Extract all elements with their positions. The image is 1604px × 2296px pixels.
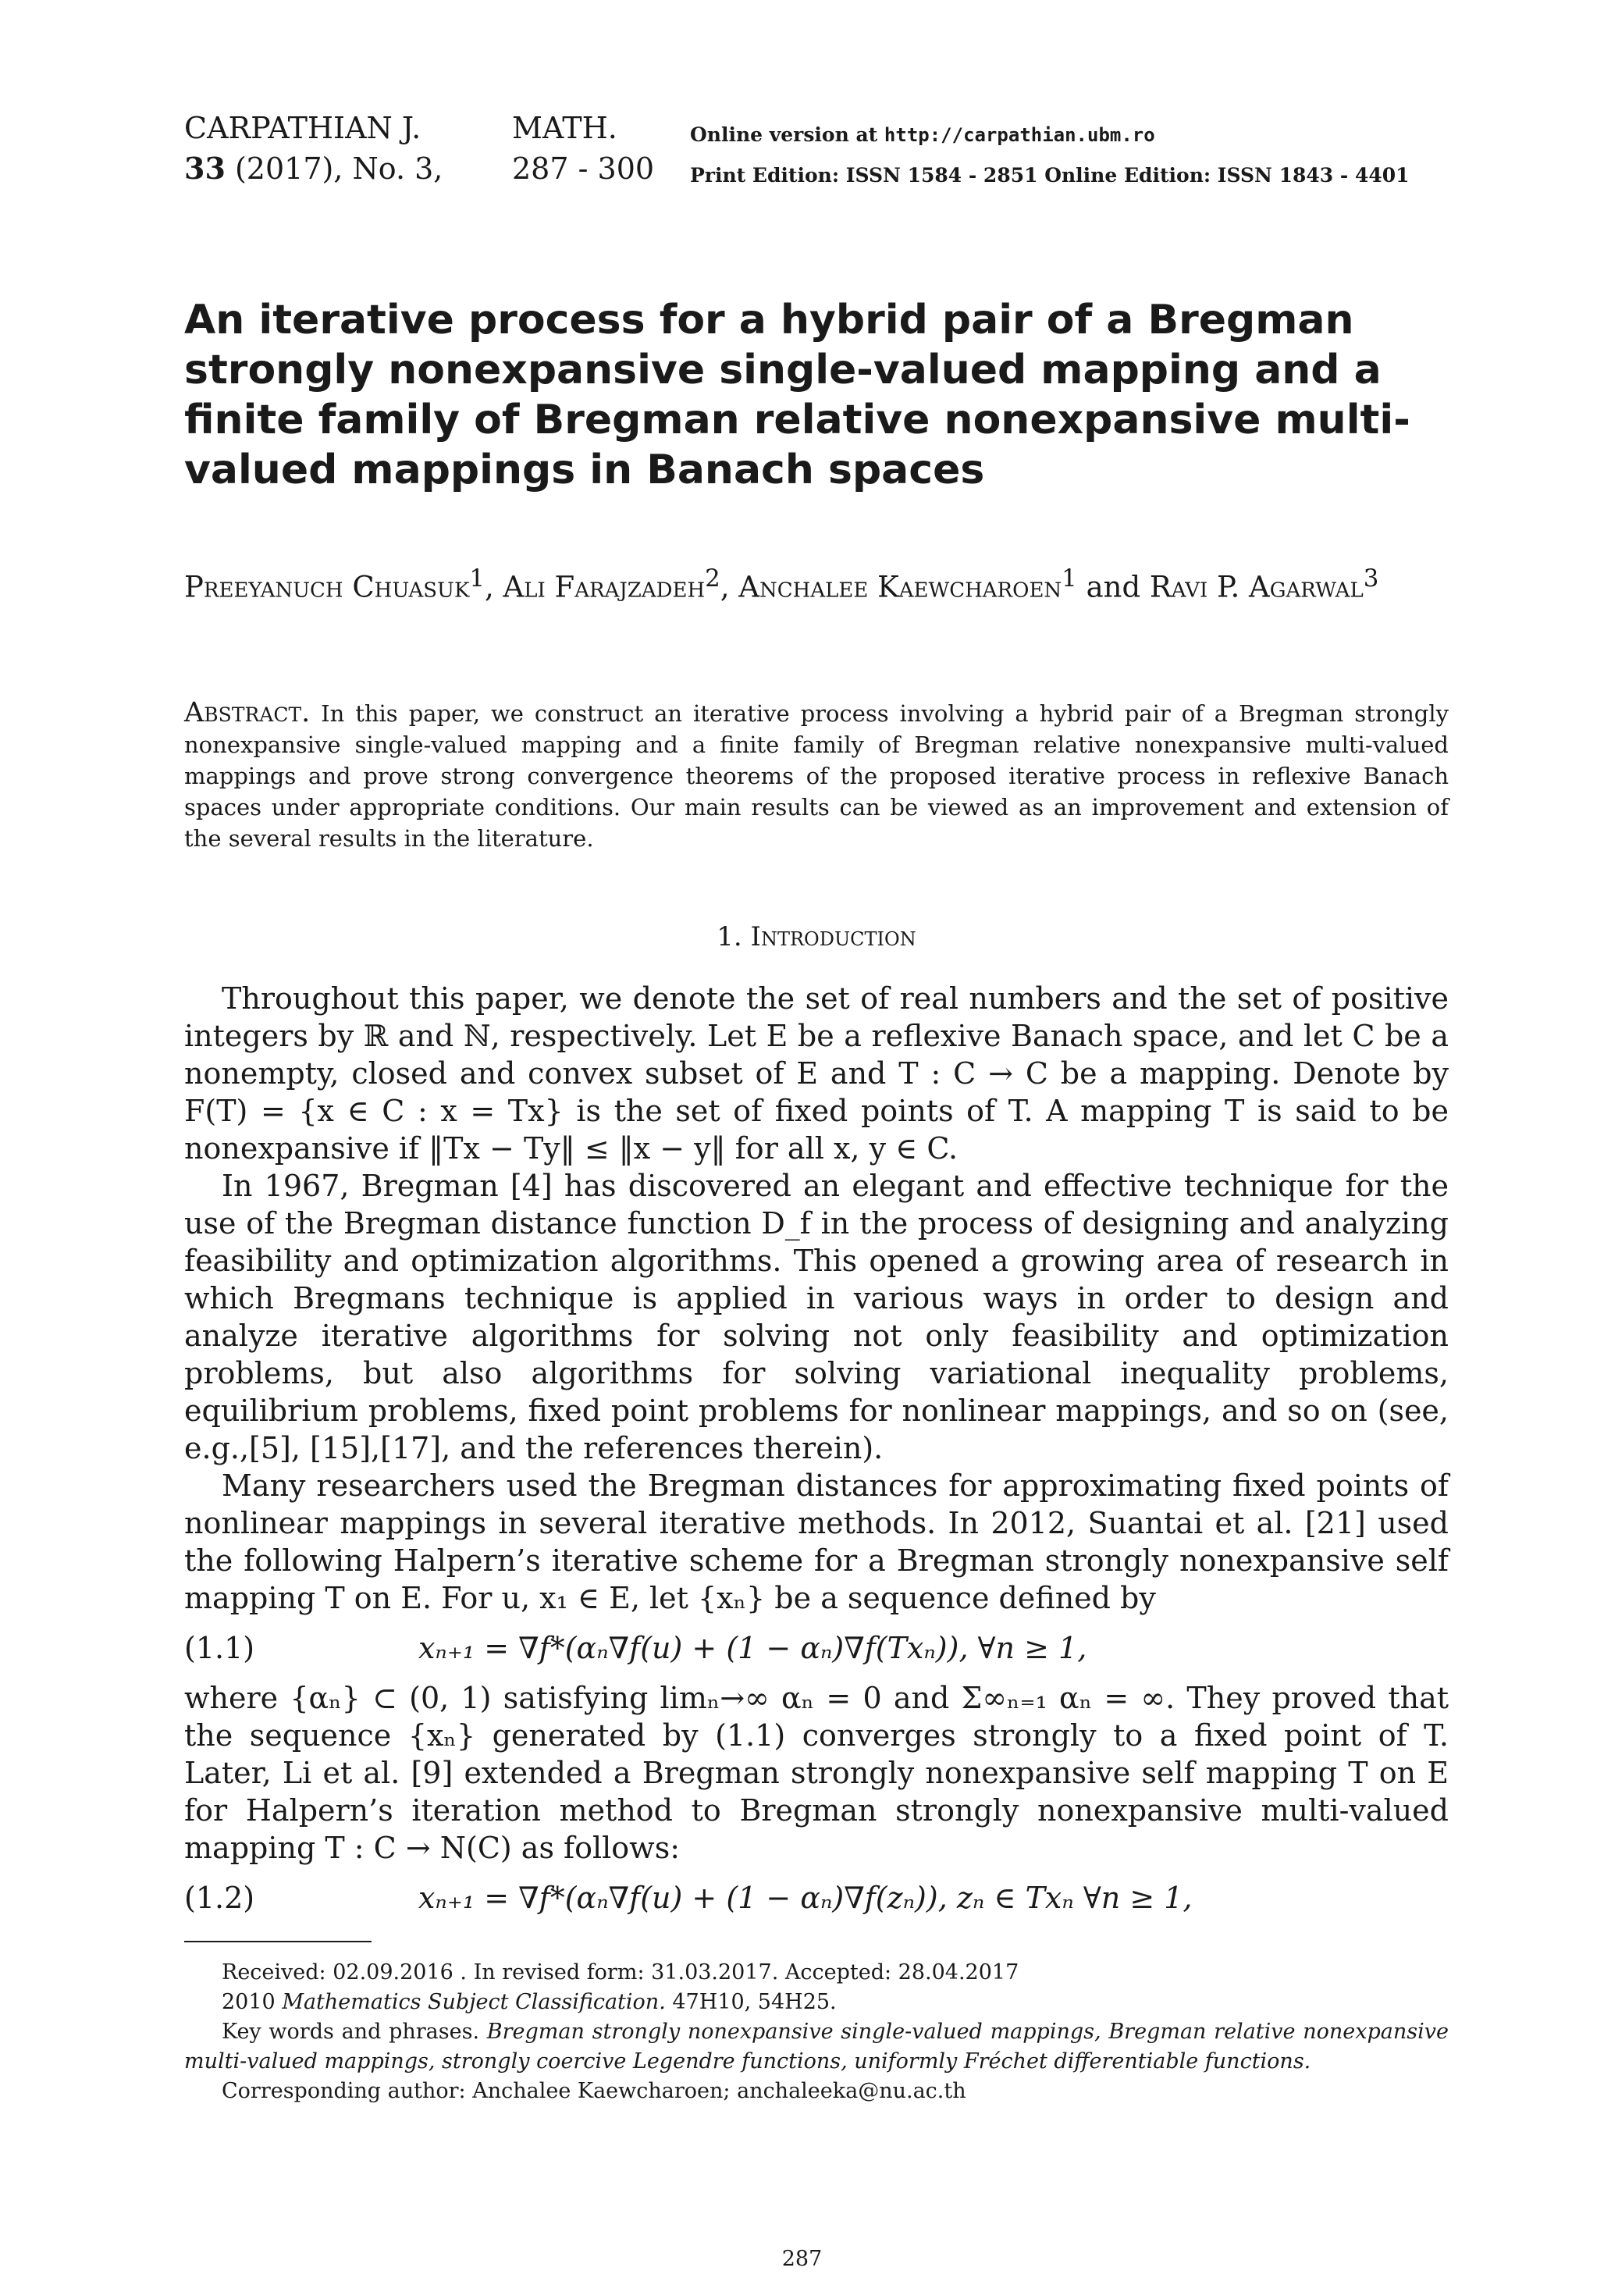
- equation-1-2: [184, 1876, 1449, 1920]
- paragraph-2: In 1967, Bregman [4] has discovered an elegant and effective technique for the use of the Bregman distance function D_f in the process of designing and analyzing feasibility and optimization algorithms. This opened a growing area of research in which Bregmans technique is applied in various ways in order to design and analyze iterative algorithms for solving not only feasibility and optimization problems, but also algorithms for solving variational inequality problems, equilibrium problems, fixed point problems for nonlinear mappings, and so on (see, e.g.,[5], [15],[17], and the references therein).: [184, 1169, 1449, 1465]
- author-2: Ali Farajzadeh: [503, 570, 706, 604]
- equation-1-1: [184, 1626, 1449, 1670]
- abstract-text: In this paper, we construct an iterative process involving a hybrid pair of a Bregman strongly nonexpansive single-valued mapping and a finite family of Bregman relative nonexpansive multi-valued mappings and prove strong convergence theorems of the proposed iterative process in reflexive Banach spaces under appropriate conditions. Our main results can be viewed as an improvement and extension of the several results in the literature.: [184, 700, 1449, 852]
- abstract: [184, 697, 1449, 854]
- journal-pages: 287 - 300: [512, 151, 655, 186]
- section-heading: 1. Introduction: [717, 921, 916, 952]
- received-dates: Received: 02.09.2016 . In revised form: 31.03.2017. Accepted: 28.04.2017: [222, 1960, 1019, 1985]
- footnotes: [184, 1958, 1449, 2106]
- online-url[interactable]: http://carpathian.ubm.ro: [884, 124, 1155, 146]
- print-edition: Print Edition: ISSN 1584 - 2851 Online Edition: ISSN 1843 - 4401: [690, 164, 1410, 187]
- paragraph-4: where {αₙ} ⊂ (0, 1) satisfying limₙ→∞ αₙ = 0 and Σ∞ₙ₌₁ αₙ = ∞. They proved that the sequence {xₙ} generated by (1.1) converges strongly to a fixed point of T. Later, Li et al. [9] extended a Bregman strongly nonexpansive self mapping T on E for Halpern’s iteration method to Bregman strongly nonexpansive multi-valued mapping T : C → N(C) as follows:: [184, 1681, 1449, 1865]
- journal-math: MATH.: [512, 111, 617, 145]
- journal-header: [184, 108, 707, 189]
- equation-number: (1.2): [184, 1881, 255, 1915]
- equation-expression: xₙ₊₁ = ∇f*(αₙ∇f(u) + (1 − αₙ)∇f(Txₙ)), ∀n ≥ 1,: [418, 1631, 1087, 1665]
- footnote-divider: [184, 1941, 372, 1942]
- page-number: 287: [781, 2247, 823, 2271]
- equation-number: (1.1): [184, 1631, 255, 1665]
- author-1: Preeyanuch Chuasuk: [184, 570, 470, 604]
- equation-expression: xₙ₊₁ = ∇f*(αₙ∇f(u) + (1 − αₙ)∇f(zₙ)), zₙ ∈ Txₙ ∀n ≥ 1,: [418, 1881, 1193, 1915]
- online-version: Online version at http://carpathian.ubm.ro: [690, 123, 1155, 146]
- paper-title: An iterative process for a hybrid pair of a Bregman strongly nonexpansive single-valued mapping and a finite family of Bregman relative nonexpansive multi-valued mappings in Banach spaces: [184, 297, 1410, 493]
- edition-info: [690, 115, 1410, 196]
- body-text: [184, 980, 1449, 1929]
- author-3: Anchalee Kaewcharoen: [738, 570, 1062, 604]
- keywords: Key words and phrases. Bregman strongly nonexpansive single-valued mappings, Bregman relative nonexpansive multi-valued mappings, strongly coercive Legendre functions, uniformly Fréchet differentiable functions.: [184, 2020, 1449, 2074]
- journal-name: CARPATHIAN J.: [184, 111, 421, 145]
- paragraph-1: Throughout this paper, we denote the set of real numbers and the set of positive integers by ℝ and ℕ, respectively. Let E be a reflexive Banach space, and let C be a nonempty, closed and convex subset of E and T : C → C be a mapping. Denote by F(T) = {x ∈ C : x = Tx} is the set of fixed points of T. A mapping T is said to be nonexpansive if ‖Tx − Ty‖ ≤ ‖x − y‖ for all x, y ∈ C.: [184, 981, 1449, 1166]
- author-4: Ravi P. Agarwal: [1149, 570, 1364, 604]
- corresponding-author: Corresponding author: Anchalee Kaewcharoen; anchaleeka@nu.ac.th: [222, 2079, 966, 2103]
- journal-volume: 33 (2017), No. 3,: [184, 151, 443, 186]
- paragraph-3: Many researchers used the Bregman distances for approximating fixed points of nonlinear mappings in several iterative methods. In 2012, Suantai et al. [21] used the following Halpern’s iterative scheme for a Bregman strongly nonexpansive self mapping T on E. For u, x₁ ∈ E, let {xₙ} be a sequence defined by: [184, 1468, 1449, 1615]
- msc-classification: 2010 Mathematics Subject Classification. 47H10, 54H25.: [222, 1990, 837, 2014]
- abstract-label: Abstract.: [184, 697, 311, 728]
- author-list: Preeyanuch Chuasuk$^1$, Ali Farajzadeh$^2$, Anchalee Kaewcharoen$^1$ and Ravi P. Agarwal$^3$: [184, 564, 1379, 604]
